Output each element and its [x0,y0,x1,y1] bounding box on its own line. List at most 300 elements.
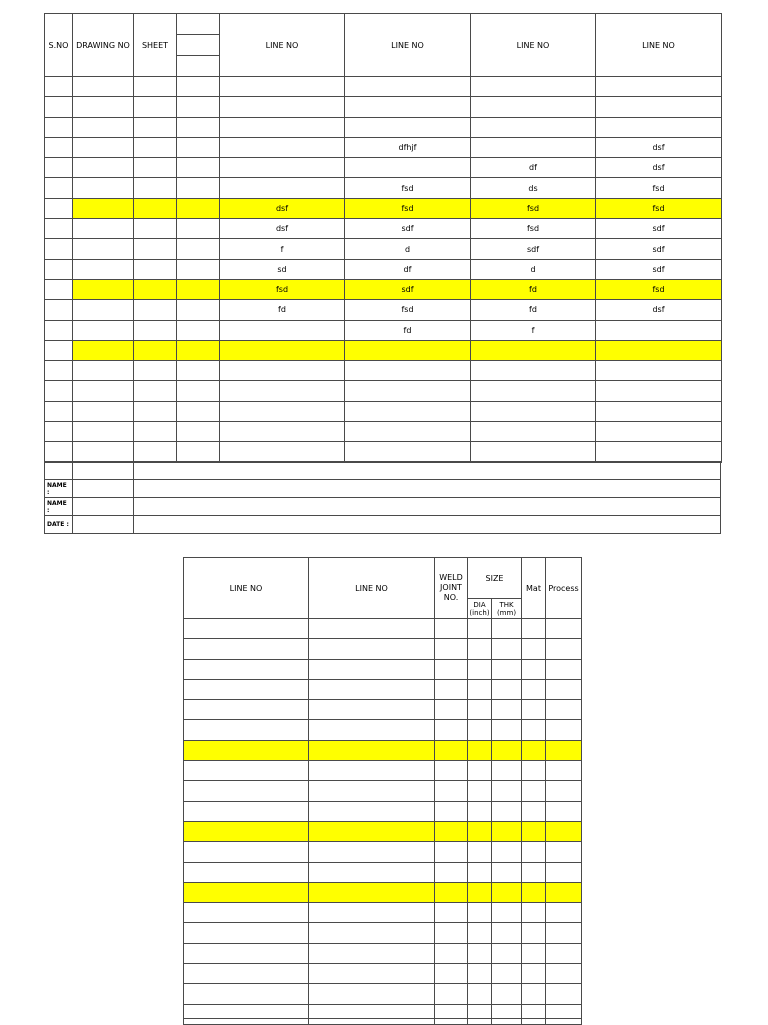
table-cell[interactable] [177,361,220,381]
table-cell[interactable] [45,422,73,442]
table-cell[interactable] [220,340,345,360]
table-cell[interactable] [468,801,492,821]
table-cell[interactable] [522,639,546,659]
table-cell[interactable] [45,178,73,198]
table-cell[interactable]: sdf [596,219,722,239]
table-cell[interactable] [184,740,309,760]
table-cell[interactable] [220,401,345,421]
table-cell[interactable] [522,964,546,984]
table-cell[interactable] [492,720,522,740]
table-cell[interactable] [468,842,492,862]
table-cell[interactable] [435,1004,468,1024]
table-cell[interactable] [471,361,596,381]
table-cell[interactable] [309,964,435,984]
table-cell[interactable] [184,639,309,659]
name-field[interactable] [73,480,134,498]
table-cell[interactable] [177,259,220,279]
table-cell[interactable] [345,401,471,421]
table-cell[interactable] [309,923,435,943]
table-cell[interactable] [220,422,345,442]
table-cell[interactable] [177,158,220,178]
table-cell[interactable]: fd [345,320,471,340]
table-cell[interactable] [492,821,522,841]
table-cell[interactable] [184,903,309,923]
table-cell[interactable] [492,903,522,923]
table-cell[interactable] [134,381,177,401]
table-cell[interactable] [435,862,468,882]
table-cell[interactable] [220,320,345,340]
table-cell[interactable] [468,740,492,760]
table-cell[interactable] [471,117,596,137]
table-cell[interactable] [492,882,522,902]
table-cell[interactable] [309,943,435,963]
table-cell[interactable]: dsf [596,158,722,178]
table-cell[interactable] [177,442,220,462]
table-cell[interactable] [471,381,596,401]
table-cell[interactable]: sdf [345,279,471,299]
table-cell[interactable] [134,97,177,117]
table-cell[interactable] [435,964,468,984]
table-cell[interactable] [177,320,220,340]
table-cell[interactable] [220,137,345,157]
table-cell[interactable] [73,279,134,299]
table-cell[interactable] [134,340,177,360]
table-cell[interactable] [468,619,492,639]
table-cell[interactable] [546,700,582,720]
table-cell[interactable] [435,842,468,862]
table-cell[interactable]: df [345,259,471,279]
table-cell[interactable]: sd [220,259,345,279]
table-cell[interactable] [134,137,177,157]
table-cell[interactable] [220,178,345,198]
table-cell[interactable] [134,219,177,239]
table-cell[interactable] [546,761,582,781]
table-cell[interactable] [184,700,309,720]
table-cell[interactable] [45,259,73,279]
table-cell[interactable] [73,178,134,198]
table-cell[interactable] [471,401,596,421]
table-cell[interactable] [177,300,220,320]
table-cell[interactable] [134,259,177,279]
table-cell[interactable] [309,842,435,862]
table-cell[interactable] [45,401,73,421]
table-cell[interactable] [134,158,177,178]
table-cell[interactable] [468,923,492,943]
table-cell[interactable] [177,178,220,198]
top-table-body [45,77,722,463]
table-cell[interactable] [345,77,471,97]
table-cell[interactable] [73,158,134,178]
table-cell[interactable] [345,361,471,381]
table-cell[interactable] [184,659,309,679]
table-cell[interactable] [468,720,492,740]
table-cell[interactable] [177,422,220,442]
table-cell[interactable] [184,761,309,781]
table-cell[interactable] [546,943,582,963]
table-cell[interactable] [492,740,522,760]
table-cell[interactable] [596,442,722,462]
table-cell[interactable] [468,984,492,1004]
table-cell[interactable] [73,137,134,157]
table-cell[interactable] [435,781,468,801]
table-cell[interactable] [596,97,722,117]
table-cell[interactable] [184,619,309,639]
table-cell[interactable] [522,821,546,841]
table-cell[interactable] [220,442,345,462]
table-cell[interactable] [184,964,309,984]
table-cell[interactable] [522,903,546,923]
table-cell[interactable] [45,300,73,320]
table-cell[interactable] [546,679,582,699]
table-cell[interactable] [177,117,220,137]
table-cell[interactable] [546,659,582,679]
table-cell[interactable] [73,442,134,462]
table-cell[interactable] [73,97,134,117]
table-cell[interactable] [73,259,134,279]
table-cell[interactable] [492,659,522,679]
table-cell[interactable] [309,781,435,801]
table-cell[interactable] [435,984,468,1004]
table-cell[interactable] [522,679,546,699]
table-cell[interactable] [73,401,134,421]
table-cell[interactable] [184,1004,309,1024]
table-cell[interactable] [522,720,546,740]
table-cell[interactable]: sdf [345,219,471,239]
table-cell[interactable] [546,639,582,659]
table-cell[interactable] [435,882,468,902]
table-cell[interactable] [309,659,435,679]
table-cell[interactable]: sdf [596,259,722,279]
table-cell[interactable] [522,801,546,821]
table-cell[interactable] [435,639,468,659]
table-cell[interactable] [468,862,492,882]
table-cell[interactable] [73,219,134,239]
table-cell[interactable] [220,77,345,97]
table-row [184,639,582,659]
table-cell[interactable] [468,639,492,659]
table-cell[interactable] [309,761,435,781]
table-cell[interactable] [177,219,220,239]
table-cell[interactable] [309,882,435,902]
table-cell[interactable] [546,1004,582,1024]
table-cell[interactable] [522,659,546,679]
table-cell[interactable] [177,97,220,117]
table-cell[interactable] [134,422,177,442]
table-cell[interactable] [546,619,582,639]
table-cell[interactable] [45,97,73,117]
table-cell[interactable] [435,801,468,821]
table-cell[interactable] [309,700,435,720]
table-cell[interactable] [134,442,177,462]
table-cell[interactable] [45,219,73,239]
table-row [45,279,722,299]
table-cell[interactable] [309,801,435,821]
table-cell[interactable] [468,700,492,720]
table-cell[interactable] [309,984,435,1004]
table-cell[interactable] [522,1004,546,1024]
table-cell[interactable]: fsd [345,178,471,198]
table-cell[interactable] [220,381,345,401]
table-cell[interactable] [596,117,722,137]
table-cell[interactable] [134,178,177,198]
table-cell[interactable] [45,442,73,462]
table-cell[interactable] [492,923,522,943]
table-cell[interactable] [184,842,309,862]
table-cell[interactable] [184,801,309,821]
table-cell[interactable] [468,781,492,801]
table-cell[interactable] [177,279,220,299]
table-cell[interactable] [45,77,73,97]
table-cell[interactable] [309,679,435,699]
table-cell[interactable] [73,77,134,97]
table-cell[interactable]: fd [471,300,596,320]
table-cell[interactable] [492,801,522,821]
table-cell[interactable] [134,320,177,340]
table-cell[interactable] [73,300,134,320]
table-cell[interactable] [73,239,134,259]
date-field[interactable] [73,516,134,534]
table-cell[interactable] [184,679,309,699]
table-cell[interactable] [492,943,522,963]
table-cell[interactable] [309,619,435,639]
table-cell[interactable] [435,720,468,740]
table-cell[interactable]: ds [471,178,596,198]
table-cell[interactable] [134,198,177,218]
table-cell[interactable] [522,943,546,963]
table-cell[interactable] [546,862,582,882]
table-cell[interactable]: df [471,158,596,178]
table-cell[interactable] [45,361,73,381]
table-cell[interactable] [522,862,546,882]
table-cell[interactable] [45,381,73,401]
table-cell[interactable] [435,903,468,923]
table-cell[interactable] [546,740,582,760]
table-cell[interactable]: dsf [220,198,345,218]
table-cell[interactable] [492,842,522,862]
table-cell[interactable] [522,740,546,760]
table-cell[interactable] [596,77,722,97]
table-cell[interactable] [45,239,73,259]
table-cell[interactable]: dsf [220,219,345,239]
table-cell[interactable] [522,761,546,781]
table-cell[interactable] [309,639,435,659]
table-cell[interactable] [45,198,73,218]
table-cell[interactable] [184,821,309,841]
table-cell[interactable] [345,340,471,360]
table-cell[interactable]: dsf [596,137,722,157]
name-field[interactable] [73,498,134,516]
table-cell[interactable] [184,984,309,1004]
table-cell[interactable] [471,137,596,157]
table-cell[interactable] [468,679,492,699]
table-cell[interactable] [596,422,722,442]
table-cell[interactable] [546,801,582,821]
table-cell[interactable] [345,97,471,117]
table-cell[interactable] [492,984,522,1004]
table-cell[interactable] [596,401,722,421]
table-cell[interactable] [468,1004,492,1024]
table-cell[interactable] [468,882,492,902]
table-cell[interactable] [522,984,546,1004]
table-row [184,984,582,1004]
table-cell[interactable]: fsd [471,198,596,218]
table-cell[interactable] [177,381,220,401]
table-cell[interactable] [546,720,582,740]
table-cell[interactable] [435,923,468,943]
table-cell[interactable] [468,943,492,963]
table-cell[interactable] [492,639,522,659]
table-cell[interactable] [220,361,345,381]
table-cell[interactable] [546,903,582,923]
table-cell[interactable] [492,1004,522,1024]
table-cell[interactable] [546,964,582,984]
table-cell[interactable] [546,984,582,1004]
name-line [134,498,721,516]
table-cell[interactable] [45,320,73,340]
table-cell[interactable] [596,320,722,340]
table-cell[interactable]: fd [220,300,345,320]
table-cell[interactable] [134,361,177,381]
table-cell[interactable] [73,340,134,360]
table-cell[interactable] [309,862,435,882]
table-cell[interactable]: sdf [596,239,722,259]
table-cell[interactable] [435,659,468,679]
table-cell[interactable] [471,97,596,117]
table-cell[interactable] [596,381,722,401]
table-cell[interactable] [45,279,73,299]
table-cell[interactable]: fsd [220,279,345,299]
table-cell[interactable] [45,117,73,137]
table-cell[interactable] [522,882,546,902]
table-cell[interactable] [45,137,73,157]
table-cell[interactable] [184,923,309,943]
table-cell[interactable] [309,821,435,841]
table-cell[interactable] [309,720,435,740]
table-cell[interactable] [468,761,492,781]
table-cell[interactable] [220,158,345,178]
table-cell[interactable] [492,700,522,720]
table-cell[interactable] [546,882,582,902]
table-cell[interactable]: d [345,239,471,259]
table-cell[interactable] [522,700,546,720]
table-cell[interactable] [73,381,134,401]
table-cell[interactable]: dsf [596,300,722,320]
table-cell[interactable] [345,158,471,178]
table-cell[interactable] [435,700,468,720]
table-cell[interactable] [468,659,492,679]
table-cell[interactable] [73,198,134,218]
table-cell[interactable] [596,340,722,360]
table-cell[interactable] [596,361,722,381]
table-cell[interactable] [184,862,309,882]
table-cell[interactable] [471,77,596,97]
table-cell[interactable] [345,422,471,442]
table-cell[interactable] [45,340,73,360]
table-cell[interactable]: fd [471,279,596,299]
table-cell[interactable] [177,198,220,218]
table-cell[interactable] [177,340,220,360]
table-cell[interactable] [471,340,596,360]
table-cell[interactable] [177,137,220,157]
table-cell[interactable] [492,761,522,781]
table-cell[interactable] [134,77,177,97]
table-cell[interactable] [134,300,177,320]
table-cell[interactable] [522,923,546,943]
table-cell[interactable] [492,964,522,984]
table-cell[interactable]: sdf [471,239,596,259]
table-cell[interactable] [435,821,468,841]
table-cell[interactable] [546,821,582,841]
table-cell[interactable] [73,361,134,381]
table-cell[interactable] [522,781,546,801]
table-cell[interactable] [184,882,309,902]
table-cell[interactable] [492,862,522,882]
table-cell[interactable] [546,781,582,801]
table-cell[interactable] [435,740,468,760]
table-cell[interactable] [492,619,522,639]
table-cell[interactable] [546,842,582,862]
table-cell[interactable] [220,97,345,117]
table-cell[interactable]: dfhjf [345,137,471,157]
table-cell[interactable] [435,943,468,963]
table-cell[interactable] [522,619,546,639]
table-cell[interactable]: d [471,259,596,279]
table-cell[interactable] [73,320,134,340]
table-cell[interactable] [492,679,522,699]
table-cell[interactable] [134,117,177,137]
table-cell[interactable]: fsd [345,300,471,320]
table-cell[interactable] [45,158,73,178]
table-cell[interactable] [522,842,546,862]
table-cell[interactable] [177,401,220,421]
table-cell[interactable] [177,77,220,97]
table-cell[interactable] [471,422,596,442]
table-cell[interactable] [309,903,435,923]
table-cell[interactable] [177,239,220,259]
table-cell[interactable] [546,923,582,943]
table-cell[interactable] [345,381,471,401]
table-cell[interactable] [184,720,309,740]
table-cell[interactable] [435,679,468,699]
table-cell[interactable] [345,117,471,137]
table-cell[interactable] [73,422,134,442]
table-cell[interactable] [309,740,435,760]
table-cell[interactable] [220,117,345,137]
table-cell[interactable] [468,964,492,984]
table-cell[interactable] [309,1004,435,1024]
table-cell[interactable] [435,761,468,781]
table-cell[interactable] [134,401,177,421]
table-cell[interactable]: f [220,239,345,259]
table-cell[interactable] [73,117,134,137]
table-cell[interactable]: fsd [345,198,471,218]
table-cell[interactable] [471,442,596,462]
table-cell[interactable] [134,239,177,259]
table-cell[interactable]: fsd [596,198,722,218]
table-cell[interactable]: f [471,320,596,340]
table-cell[interactable] [184,781,309,801]
table-cell[interactable] [435,619,468,639]
table-cell[interactable] [468,903,492,923]
table-cell[interactable] [134,279,177,299]
table-cell[interactable] [492,781,522,801]
table-cell[interactable]: fsd [596,178,722,198]
table-cell[interactable] [345,442,471,462]
table-cell[interactable] [184,943,309,963]
table-cell[interactable] [468,821,492,841]
table-cell[interactable]: fsd [471,219,596,239]
table-cell[interactable]: fsd [596,279,722,299]
